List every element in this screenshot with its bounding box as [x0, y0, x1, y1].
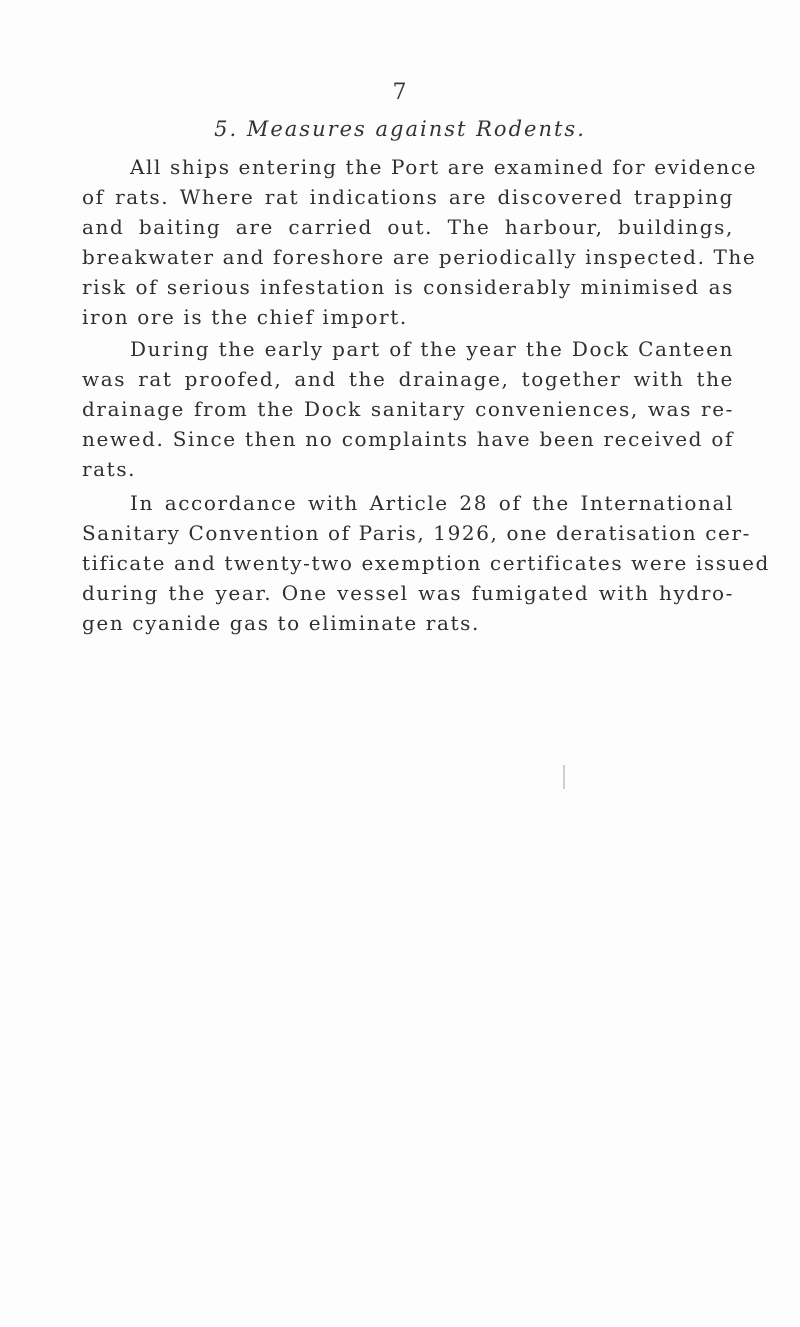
paragraph-2-line-1: During the early part of the year the Dock Canteen [130, 337, 734, 361]
paragraph-3-line-3: tificate and twenty-two exemption certificates were issued [82, 551, 770, 575]
paragraph-1-line-3: and baiting are carried out. The harbour, buildings, [82, 215, 734, 239]
paragraph-1-line-4: breakwater and foreshore are periodically inspected. The [82, 245, 757, 269]
paragraph-2-line-4: newed. Since then no complaints have been received of [82, 427, 734, 451]
paragraph-2-line-2: was rat proofed, and the drainage, together with the [82, 367, 734, 391]
paragraph-1-line-6: iron ore is the chief import. [82, 305, 408, 329]
paragraph-1-line-2: of rats. Where rat indications are discovered trapping [82, 185, 734, 209]
paragraph-2-line-5: rats. [82, 457, 137, 481]
page-number: 7 [392, 80, 408, 105]
scan-artifact-mark [563, 765, 565, 789]
paragraph-3-line-2: Sanitary Convention of Paris, 1926, one deratisation cer- [82, 521, 751, 545]
paragraph-3-line-5: gen cyanide gas to eliminate rats. [82, 611, 480, 635]
paragraph-3-line-1: In accordance with Article 28 of the International [130, 491, 734, 515]
paragraph-1-line-5: risk of serious infestation is considerably minimised as [82, 275, 734, 299]
section-heading: 5. Measures against Rodents. [214, 117, 586, 141]
paragraph-3-line-4: during the year. One vessel was fumigated with hydro- [82, 581, 734, 605]
paragraph-1-line-1: All ships entering the Port are examined for evidence [130, 155, 758, 179]
paragraph-2-line-3: drainage from the Dock sanitary conveniences, was re- [82, 397, 734, 421]
